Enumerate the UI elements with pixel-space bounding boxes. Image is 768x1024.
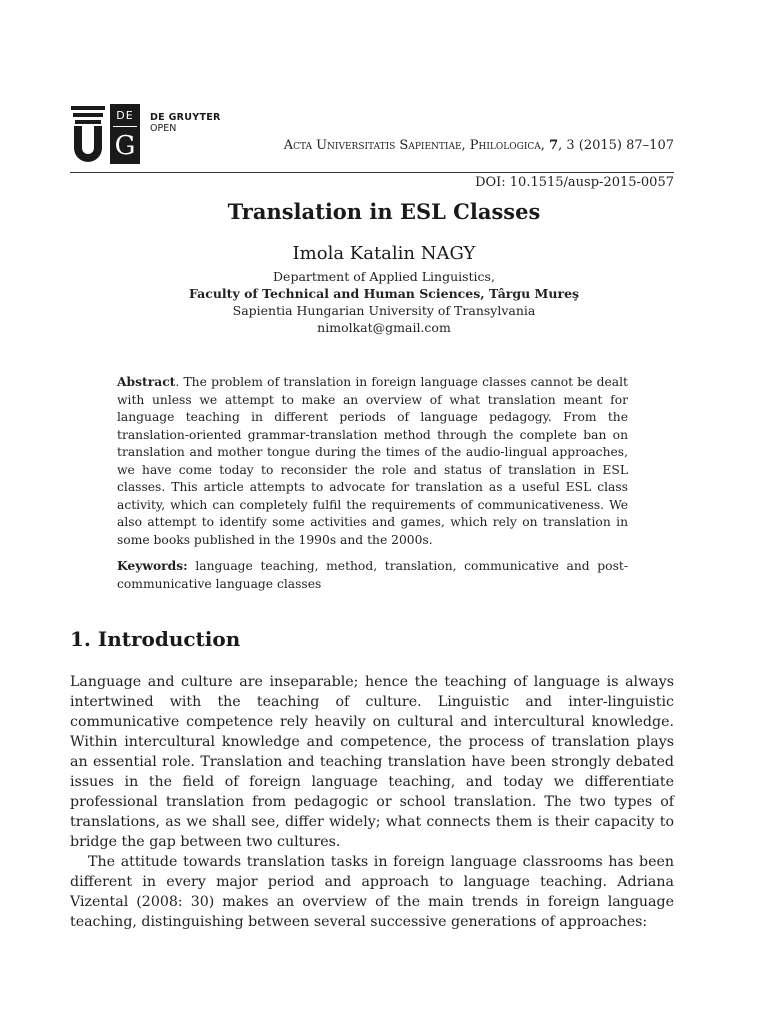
logo-g-letter: G [114,131,136,161]
logo-divider [113,126,137,127]
journal-name: Acta Universitatis Sapientiae, Philologica, [283,138,545,153]
affiliation-university: Sapientia Hungarian University of Transylvania [232,303,536,318]
publisher-line-1: DE GRUYTER [150,112,221,123]
logo-de-text: DE [116,109,134,122]
de-gruyter-logo [110,104,140,164]
section-heading: 1. Introduction [70,627,241,651]
body-paragraph: Language and culture are inseparable; hence the teaching of language is always intertwined with the teaching of culture. Linguistic and inter-linguistic communicative competence rely heavily on cultural and intercultural knowledge. Within intercultural knowledge and competence, the process of translation plays an essential role. Translation and teaching translation have been strongly debated issues in the field of foreign language teaching, and today we differentiate professional translation from pedagogic or school translation. The two types of translations, as we shall see, differ widely; what connects them is their capacity to bridge the gap between two cultures. [70,674,674,850]
journal-citation [284,138,674,153]
abstract [117,373,628,549]
abstract-text: . The problem of translation in foreign language classes cannot be dealt with unless we attempt to make an overview of what translation meant for language teaching in different periods of language pedagogy. From the translation-oriented grammar-translation method through the complete ban on translation and mother tongue during the times of the audio-lingual approaches, we have come today to reconsider the role and status of translation in ESL classes. This article attempts to advocate for translation as a useful ESL class activity, which can completely fulfil the requirements of communicativeness. We also attempt to identify some activities and games, which rely on translation in some books published in the 1990s and the 2000s. [117,375,628,547]
keywords-text: language teaching, method, translation, communicative and post-communicative language classes [117,559,628,591]
affiliation-faculty: Faculty of Technical and Human Sciences, Târgu Mureş [188,286,580,301]
header-rule [70,172,674,173]
keywords-label: Keywords: [117,558,188,573]
doi-link[interactable]: DOI: 10.1515/ausp-2015-0057 [475,175,674,190]
publisher-name [150,112,221,134]
article-title: Translation in ESL Classes [227,199,541,224]
author-name: Imola Katalin NAGY [292,243,476,264]
journal-volume: 7 [549,138,559,153]
author-email[interactable]: nimolkat@gmail.com [317,320,451,335]
abstract-label: Abstract [117,374,176,389]
keywords [117,557,628,593]
university-logo-icon [70,104,106,164]
publisher-line-2: OPEN [150,123,177,134]
body-paragraph: The attitude towards translation tasks in foreign language classrooms has been different in every major period and approach to language teaching. Adriana Vizental (2008: 30) makes an overview of the main trends in foreign language teaching, distinguishing between several successive generations of approaches: [70,854,674,930]
section-body [70,672,674,932]
journal-issue-pages: , 3 (2015) 87–107 [558,138,674,153]
affiliation-department: Department of Applied Linguistics, [273,269,495,284]
author-affiliation [0,268,768,336]
